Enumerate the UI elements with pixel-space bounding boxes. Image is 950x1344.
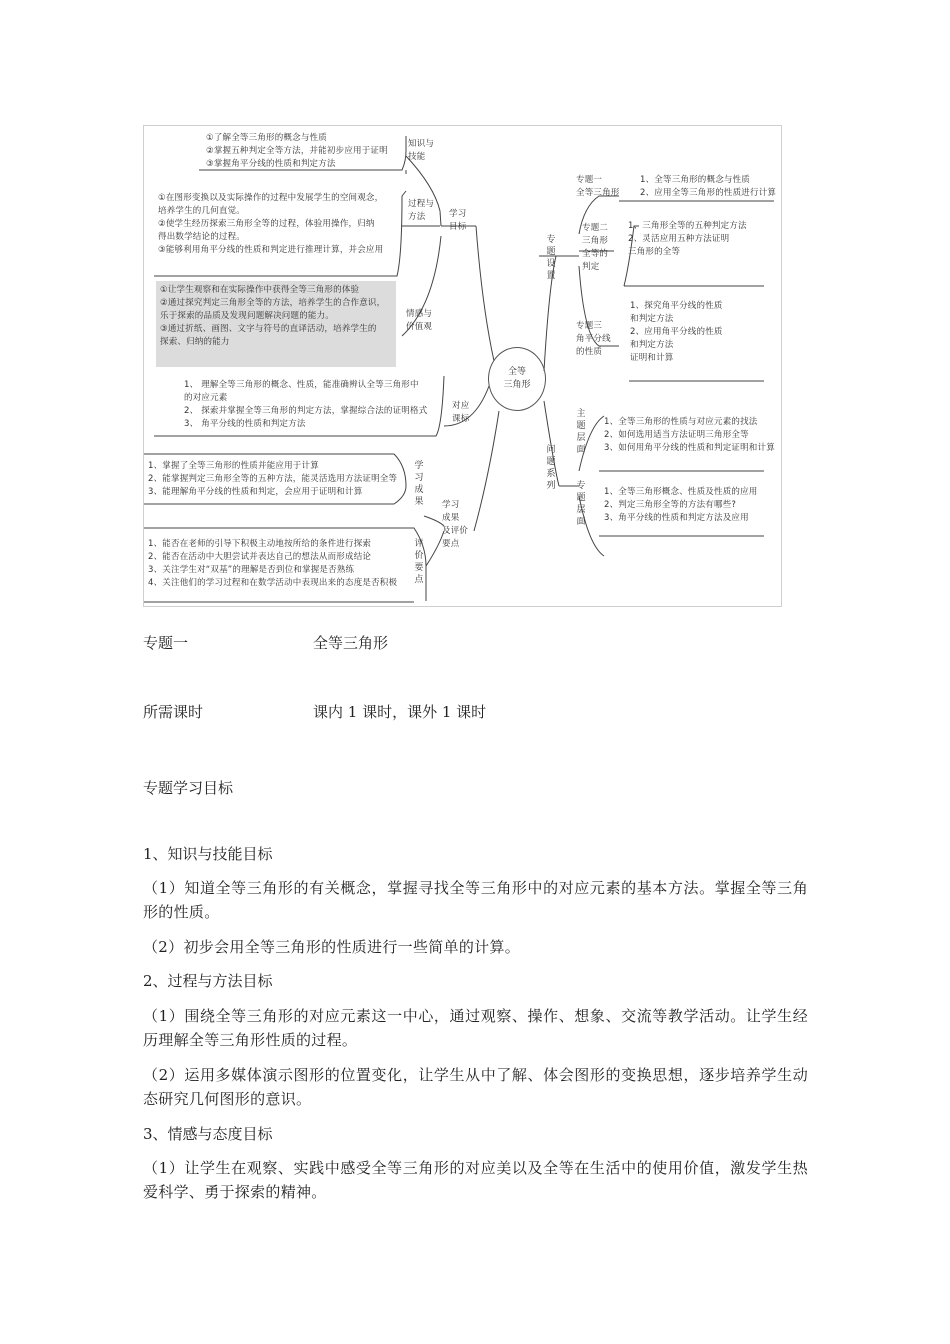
curriculum-standard-items: 1、 理解全等三角形的概念、性质，能准确辨认全等三角形中 的对应元素 2、 探索并掌握全等三角形的判定方法，掌握综合法的证明格式 3、 角平分线的性质和判定方法 bbox=[184, 380, 428, 429]
emotion-paragraph-1: （1）让学生在观察、实践中感受全等三角形的对应美以及全等在生活中的使用价值，激发学生热爱科学、勇于探索的精神。 bbox=[143, 1159, 808, 1201]
outcomes-evaluation-label: 学习 成果 及评价 要点 bbox=[442, 500, 469, 549]
process-label: 过程与 方法 bbox=[408, 199, 435, 222]
topic1-items: 1、全等三角形的概念与性质 2、应用全等三角形的性质进行计算 bbox=[640, 175, 777, 198]
theme-level-items: 1、全等三角形的性质与对应元素的找法 2、如何选用适当方法证明三角形全等 3、如何用角平分线的性质和判定证明和计算 bbox=[604, 417, 775, 453]
topic-settings-label: 专 题 设 置 bbox=[546, 235, 556, 281]
process-items: ①在图形变换以及实际操作的过程中发展学生的空间观念， 培养学生的几何直觉。 ②使学生经历探索三角形全等的过程，体验用操作，归纳 得出数学结论的过程。 ③能够利用角平分线的性质和判定进行推理计算，并会应用 bbox=[158, 193, 384, 255]
emotion-label: 情感与 价值观 bbox=[406, 309, 433, 332]
learning-outcome-label: 学 习 成 果 bbox=[414, 461, 424, 507]
topic3-label: 专题三 角平分线 的性质 bbox=[576, 321, 611, 357]
topic-level-items: 1、全等三角形概念、性质及性质的应用 2、判定三角形全等的方法有哪些? 3、角平分线的性质和判定方法及应用 bbox=[604, 487, 758, 523]
evaluation-label: 评 价 要 点 bbox=[414, 539, 424, 585]
curriculum-standard-label: 对应 课标 bbox=[452, 401, 470, 424]
learning-goals-label: 学习 目标 bbox=[449, 209, 467, 232]
mind-map-figure bbox=[143, 125, 782, 607]
goals-heading: 专题学习目标 bbox=[143, 779, 234, 797]
process-paragraph-1: （1）围绕全等三角形的对应元素这一中心，通过观察、操作、想象、交流等教学活动。让学生经历理解全等三角形性质的过程。 bbox=[143, 1007, 808, 1049]
section-emotion-heading: 3、情感与态度目标 bbox=[143, 1125, 273, 1143]
topic-label: 专题一 bbox=[143, 634, 189, 652]
topic2-items: 1、三角形全等的五种判定方法 2、灵活应用五种方法证明 三角形的全等 bbox=[628, 221, 747, 257]
question-series-label: 问 题 系 列 bbox=[546, 445, 556, 491]
emotion-items: ①让学生观察和在实际操作中获得全等三角形的体验 ②通过探究判定三角形全等的方法，培养学生的合作意识， 乐于探索的品质及发现问题解决问题的能力。 ③通过折纸、画图、文字与符号的直译活动，培养学生的 探索、归纳的能力 bbox=[160, 285, 386, 347]
topic2-label: 专题二 三角形 全等的 判定 bbox=[582, 223, 609, 272]
topic-level-label: 专 题 层 面 bbox=[576, 481, 586, 527]
topic1-label: 专题一 全等三角形 bbox=[576, 175, 620, 198]
topic3-items: 1、探究角平分线的性质 和判定方法 2、应用角平分线的性质 和判定方法 证明和计算 bbox=[630, 301, 723, 363]
knowledge-paragraph-1: （1）知道全等三角形的有关概念，掌握寻找全等三角形中的对应元素的基本方法。掌握全等三角形的性质。 bbox=[143, 879, 808, 921]
section-process-heading: 2、过程与方法目标 bbox=[143, 972, 273, 990]
section-knowledge-heading: 1、知识与技能目标 bbox=[143, 845, 273, 863]
knowledge-items: ①了解全等三角形的概念与性质 ②掌握五种判定全等方法，并能初步应用于证明 ③掌握角平分线的性质和判定方法 bbox=[206, 133, 388, 169]
evaluation-items: 1、能否在老师的引导下积极主动地按所给的条件进行探索 2、能否在活动中大胆尝试并表达自己的想法从而形成结论 3、关注学生对“双基”的理解是否到位和掌握是否熟练 4、关注他们的学习过程和在数学活动中表现出来的态度是否积极 bbox=[148, 539, 398, 588]
theme-level-label: 主 题 层 面 bbox=[576, 409, 586, 455]
knowledge-paragraph-2: （2）初步会用全等三角形的性质进行一些简单的计算。 bbox=[143, 938, 521, 956]
hours-value: 课内 1 课时，课外 1 课时 bbox=[313, 703, 487, 721]
knowledge-label: 知识与 技能 bbox=[408, 139, 435, 162]
hours-label: 所需课时 bbox=[143, 703, 204, 721]
topic-value: 全等三角形 bbox=[313, 634, 389, 652]
process-paragraph-2: （2）运用多媒体演示图形的位置变化，让学生从中了解、体会图形的变换思想，逐步培养学生动态研究几何图形的意识。 bbox=[143, 1066, 808, 1108]
learning-outcome-items: 1、掌握了全等三角形的性质并能应用于计算 2、能掌握判定三角形全等的五种方法，能灵活选用方法证明全等 3、能理解角平分线的性质和判定，会应用于证明和计算 bbox=[148, 461, 398, 497]
center-node: 全等 三角形 bbox=[488, 347, 546, 411]
